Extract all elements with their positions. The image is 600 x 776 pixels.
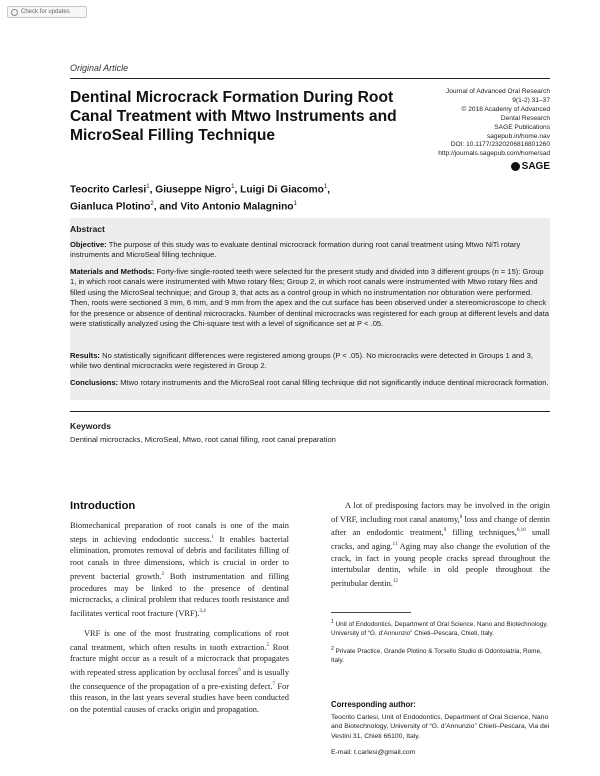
author-name: Giuseppe Nigro [155,184,232,196]
body-text: and is usually the consequence of the propagation of a pre-existing defect. [70,667,290,691]
author-separator: , [234,184,241,196]
check-updates-label: Check for updates [21,9,70,15]
author-affiliation: 1 [323,184,328,190]
publisher-name: SAGE Publications [494,123,550,131]
article-title: Dentinal Microcrack Formation During Root Canal Treatment with Mtwo Instruments and MicroSeal Filling Technique [70,89,397,144]
author-affiliation: 1 [231,184,235,190]
citation-ref: 7 [272,681,275,687]
correspondence-heading: Corresponding author: [331,700,416,709]
keywords-heading: Keywords [70,421,112,431]
correspondence-email [331,749,415,756]
citation-ref: 6,10 [516,528,526,534]
body-text: filling techniques, [446,528,517,538]
results-label: Results: [70,351,100,360]
author-separator: , [327,184,331,196]
journal-url[interactable]: http://journals.sagepub.com/home/sad [438,150,550,158]
objective-label: Objective: [70,240,107,249]
author-name: Teocrito Carlesi [70,184,147,196]
body-text: Aging may also change the evolution of the crack, in fact in young people cracks spread throughout the intertubular dentin, while in old people throughout the peritubular dentin. [331,541,550,588]
keywords-rule [70,411,550,412]
author-name: Luigi Di Giacomo [240,184,324,196]
email-label: E-mail: [331,749,353,756]
introduction-heading: Introduction [70,500,136,512]
intro-paragraph-2 [70,628,289,716]
header-rule [70,78,550,79]
citation-ref: 11 [392,541,398,547]
keywords-text: Dentinal microcracks, MicroSeal, Mtwo, root canal filling, root canal preparation [70,435,336,444]
objective-text: The purpose of this study was to evaluate dentinal microcrack formation during root canal treatment using Mtwo NiTi rotary instruments and MicroSeal filling technique. [70,240,521,260]
body-text: Biomechanical preparation of root canals is one of the main steps in achieving endodontic success. [70,521,289,544]
journal-meta [400,88,550,159]
body-text: For this reason, in the last years several studies have been conducted on the potential causes of cracks origin and propagation. [70,681,289,715]
intro-paragraph-3 [331,500,550,590]
author-separator: , [149,184,156,196]
sage-logo [511,161,550,172]
conclusions-label: Conclusions: [70,378,119,387]
citation-ref: 12 [392,579,398,585]
body-text: A lot of predisposing factors may be involved in the origin of VRF, including root canal anatomy, [331,501,550,524]
conclusions-text: Mtwo rotary instruments and the MicroSeal root canal filling technique did not significantly induce dentinal microcrack formation. [118,378,549,387]
footnote-text: Unit of Endodontics, Department of Oral Science, Nano and Biotechnology, University of “G. d’Annunzio” Chieti–Pescara, Chieti, Italy. [331,621,548,637]
article-type: Original Article [70,63,129,73]
journal-name: Journal of Advanced Oral Research [445,88,550,95]
footnote-rule [331,612,411,613]
author-affiliation: 2 [150,201,154,208]
intro-paragraph-1 [70,520,289,620]
methods-text: Forty-five single-rooted teeth were selected for the present study and divided into 3 different groups (n = 15): Group 1, in which root canals were instrumented with Mtwo rotary files; Group 2, in which root canals were instrumented with Mtwo rotary files and filled using the MicroSeal technique; and Group 3, that acts as a control group in which no instrumentation nor obturation were performed. Then, roots were sectioned 3 mm, 6 mm, and 9 mm from the apex and the cut surface has been observed under a stereomicroscope to check for the presence or absence of dentinal microcracks. Number of dentinal microcracks was registered for each group at different levels and data were statistically analyzed using the Chi-square test with a level of significance set at P < .05. [70,267,549,329]
publisher-url[interactable]: sagepub.in/home.nav [486,132,550,140]
footnote-affiliation-1 [331,618,550,638]
body-text: Root fracture might occur as a result of a microcrack that propagates with repeated stress application by occlusal forces [70,642,290,677]
results-text: No statistically significant differences were registered among groups (P < .05). No microcracks were detected in Groups 1 and 3, while two dentinal microcracks were registered in Group 2. [70,351,533,371]
citation-ref: 2 [161,571,165,577]
copyright-line: © 2018 Academy of Advanced [461,105,550,113]
author-affiliation: 1 [293,201,297,208]
citation-ref: 3,4 [199,609,206,615]
footnote-text: Private Practice, Grande Plotino & Torsello Studio di Odontoiatria, Rome, Italy. [331,648,542,664]
abstract-heading: Abstract [70,224,105,234]
author-list [70,180,400,215]
author-name: Gianluca Plotino [70,201,151,213]
citation-ref: 1 [211,534,214,540]
body-text: It enables bacterial elimination, promotes removal of debris and facilitates filling of root canals in three dimensions, which is crucial in order to prevent bacterial growth. [70,534,289,581]
citation-ref: 6 [238,668,241,674]
body-text: VRF is one of the most frustrating complications of root canal treatment, which often results in tooth extraction. [70,629,289,652]
sage-logo-text: SAGE [521,161,550,172]
copyright-holder: Dental Research [500,114,550,122]
footnote-number: 2 [331,646,334,652]
footnote-number: 1 [331,619,334,625]
abstract-objective [70,240,550,261]
author-separator: , and [153,201,181,213]
update-check-icon [11,9,18,16]
correspondence-text: Teocrito Carlesi, Unit of Endodontics, Department of Oral Science, Nano and Biotechnology, University of “G. d’Annunzio” Chieti–Pescara, Via dei Vestini 31, Chieti 66100, Italy. [331,714,550,740]
journal-volume: 9(1-2) 31–37 [512,96,550,104]
abstract-methods [70,267,550,329]
doi[interactable]: DOI: 10.1177/2320206818801260 [450,141,550,149]
citation-ref: 9 [443,528,447,534]
body-text: loss and change of dentin after an endodontic treatment, [331,514,550,538]
abstract-results [70,351,550,372]
citation-ref: 5 [266,642,269,648]
methods-label: Materials and Methods: [70,267,155,276]
author-name: Vito Antonio Malagnino [180,201,294,213]
body-text: small cracks, and aging. [331,528,550,551]
citation-ref: 8 [459,514,463,520]
footnote-affiliation-2 [331,645,550,665]
check-for-updates-badge[interactable] [7,6,87,18]
sage-logo-icon [511,162,520,171]
body-text: Both instrumentation and filling procedures may be linked to the presence of dentinal microcracks, a clinical problem that reduces tooth resistance and facilitates vertical root fracture (VRF). [70,571,289,618]
abstract-conclusions [70,378,550,388]
email-link[interactable]: t.carlesi@gmail.com [354,749,416,756]
author-affiliation: 1 [146,184,150,190]
